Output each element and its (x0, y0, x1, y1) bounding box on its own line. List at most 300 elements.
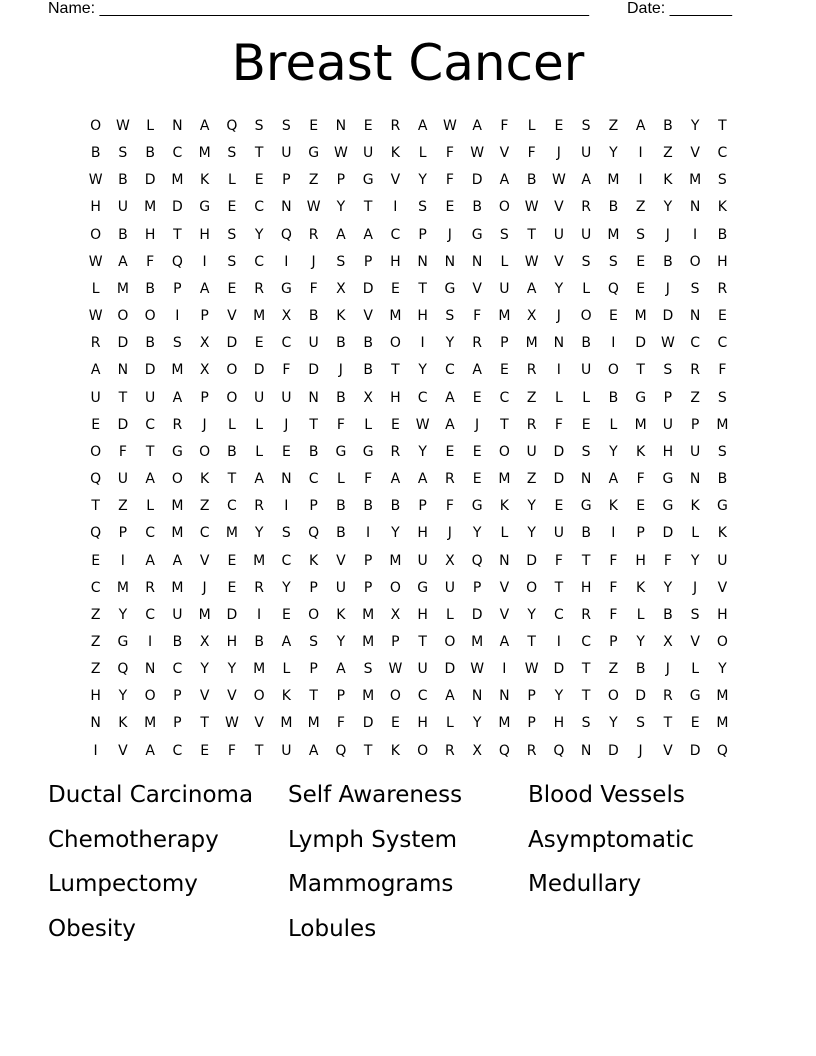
grid-letter: P (472, 579, 482, 596)
grid-letter: V (199, 552, 210, 569)
grid-letter: R (145, 579, 155, 596)
grid-letter: F (500, 118, 509, 134)
grid-letter: L (255, 443, 264, 460)
grid-letter: T (554, 579, 564, 596)
word-list-item: Lobules (288, 915, 377, 942)
grid-letter: E (636, 498, 646, 515)
grid-letter: H (90, 199, 101, 216)
grid-letter: H (717, 253, 728, 270)
grid-letter: K (200, 172, 210, 189)
grid-letter: J (202, 579, 207, 596)
grid-letter: U (499, 280, 510, 297)
grid-letter: A (90, 362, 101, 379)
word-list (48, 778, 768, 956)
grid-letter: G (362, 172, 374, 189)
grid-letter: I (257, 606, 262, 623)
grid-letter: D (362, 715, 374, 732)
grid-letter: A (581, 172, 591, 189)
grid-letter: E (445, 443, 455, 460)
grid-letter: P (200, 389, 209, 406)
grid-letter: M (634, 416, 647, 433)
grid-letter: I (556, 362, 561, 379)
grid-letter: P (363, 552, 373, 569)
grid-letter: R (445, 742, 455, 759)
grid-letter: E (690, 715, 700, 732)
grid-letter: F (718, 362, 727, 379)
grid-letter: K (717, 199, 727, 216)
grid-letter: K (390, 742, 400, 759)
grid-letter: Y (554, 688, 564, 705)
grid-letter: S (281, 118, 291, 134)
grid-letter: E (472, 389, 482, 406)
grid-letter: U (526, 443, 537, 460)
grid-letter: T (145, 443, 155, 460)
grid-letter: G (716, 498, 728, 515)
grid-letter: N (499, 552, 510, 569)
grid-letter: U (363, 145, 374, 162)
grid-letter: T (363, 742, 373, 759)
grid-letter: U (417, 552, 428, 569)
grid-letter: D (635, 335, 647, 352)
grid-letter: T (254, 742, 264, 759)
grid-letter: I (93, 742, 98, 759)
grid-letter: C (172, 661, 183, 678)
grid-letter: M (498, 308, 511, 325)
grid-letter: U (145, 389, 156, 406)
grid-letter: C (581, 633, 592, 650)
grid-letter: W (524, 661, 539, 678)
grid-letter: B (608, 199, 619, 216)
grid-letter: E (636, 280, 646, 297)
grid-letter: B (526, 172, 537, 189)
grid-letter: A (145, 742, 155, 759)
grid-letter: U (581, 145, 592, 162)
grid-letter: V (717, 579, 728, 596)
grid-letter: S (636, 226, 646, 243)
grid-letter: T (173, 226, 182, 243)
grid-letter: A (254, 471, 264, 488)
grid-letter: Y (391, 525, 400, 542)
grid-letter: Z (90, 606, 101, 623)
grid-letter: E (554, 118, 564, 134)
grid-letter: N (281, 199, 292, 216)
grid-letter: N (689, 199, 701, 216)
grid-letter: P (636, 525, 645, 542)
grid-letter: H (226, 633, 238, 650)
grid-letter: O (389, 579, 401, 596)
grid-letter: Y (527, 498, 536, 515)
grid-letter: M (253, 552, 266, 569)
grid-letter: Y (690, 118, 700, 134)
grid-letter: A (472, 118, 482, 134)
grid-letter: J (665, 226, 670, 243)
grid-letter: M (716, 715, 729, 732)
grid-letter: F (636, 471, 645, 488)
grid-letter: L (336, 471, 345, 488)
grid-letter: W (224, 715, 239, 732)
grid-letter: G (471, 498, 483, 515)
grid-letter: Z (608, 661, 619, 678)
grid-letter: M (634, 308, 647, 325)
grid-letter: N (90, 715, 101, 732)
grid-letter: N (417, 253, 428, 270)
grid-letter: T (363, 199, 373, 216)
grid-letter: J (338, 362, 343, 379)
grid-letter: U (581, 362, 592, 379)
grid-letter: N (689, 308, 701, 325)
grid-letter: G (662, 498, 674, 515)
grid-letter: K (200, 471, 210, 488)
page-title: Breast Cancer (231, 34, 585, 92)
grid-letter: U (281, 742, 292, 759)
grid-letter: B (336, 498, 346, 515)
grid-letter: P (200, 308, 209, 325)
grid-letter: A (145, 471, 155, 488)
grid-letter: K (499, 498, 509, 515)
grid-letter: G (308, 145, 320, 162)
grid-letter: D (662, 308, 674, 325)
grid-letter: S (581, 118, 591, 134)
grid-letter: Z (690, 389, 700, 406)
word-search-grid (82, 113, 736, 765)
grid-letter: V (472, 280, 482, 297)
grid-letter: M (362, 688, 375, 705)
grid-letter: T (663, 715, 673, 732)
grid-letter: S (227, 145, 237, 162)
grid-letter: P (309, 498, 318, 515)
grid-letter: P (118, 525, 128, 542)
grid-letter: B (663, 118, 673, 134)
grid-letter: O (526, 579, 538, 596)
grid-letter: C (690, 335, 701, 352)
grid-letter: S (690, 280, 700, 297)
grid-letter: K (336, 308, 346, 325)
grid-letter: F (527, 145, 536, 162)
grid-letter: H (90, 688, 101, 705)
grid-letter: N (471, 253, 483, 270)
grid-letter: L (227, 416, 236, 433)
grid-letter: Z (526, 389, 537, 406)
grid-letter: F (227, 742, 236, 759)
grid-letter: G (417, 579, 429, 596)
grid-letter: U (444, 579, 455, 596)
grid-letter: X (199, 362, 210, 379)
grid-letter: X (663, 633, 673, 650)
grid-letter: S (608, 253, 618, 270)
grid-letter: L (691, 661, 700, 678)
grid-letter: O (444, 633, 456, 650)
word-list-item: Lymph System (288, 826, 457, 853)
grid-letter: E (636, 253, 646, 270)
grid-letter: R (526, 362, 537, 379)
grid-letter: L (691, 525, 700, 542)
grid-letter: Z (308, 172, 319, 189)
grid-letter: C (281, 552, 292, 569)
grid-letter: H (417, 308, 428, 325)
grid-letter: M (198, 145, 211, 162)
grid-letter: R (254, 280, 264, 297)
grid-letter: S (581, 443, 591, 460)
grid-letter: T (309, 416, 318, 433)
grid-letter: O (580, 308, 592, 325)
grid-letter: N (499, 688, 510, 705)
grid-letter: B (390, 498, 401, 515)
grid-letter: E (309, 118, 319, 134)
grid-letter: O (144, 688, 156, 705)
grid-letter: P (363, 579, 373, 596)
grid-letter: H (390, 253, 401, 270)
grid-letter: D (117, 335, 129, 352)
grid-letter: M (144, 715, 157, 732)
grid-letter: B (145, 335, 155, 352)
grid-letter: F (336, 715, 345, 732)
grid-letter: U (690, 443, 701, 460)
grid-letter: Q (607, 280, 619, 297)
grid-letter: S (254, 118, 264, 134)
grid-letter: R (581, 199, 591, 216)
grid-letter: W (524, 199, 539, 216)
grid-letter: H (417, 525, 428, 542)
grid-letter: L (500, 525, 509, 542)
grid-letter: I (120, 552, 125, 569)
grid-letter: Y (118, 688, 128, 705)
grid-letter: K (118, 715, 128, 732)
grid-letter: W (470, 661, 485, 678)
grid-letter: E (281, 443, 291, 460)
grid-letter: V (118, 742, 128, 759)
grid-letter: Z (635, 199, 646, 216)
grid-letter: Y (254, 525, 264, 542)
grid-letter: L (146, 118, 155, 134)
grid-letter: S (581, 253, 591, 270)
grid-letter: L (445, 715, 454, 732)
grid-letter: Z (199, 498, 210, 515)
grid-letter: V (554, 253, 564, 270)
grid-letter: E (472, 443, 482, 460)
grid-letter: R (172, 416, 183, 433)
grid-letter: L (609, 416, 618, 433)
grid-letter: C (145, 606, 156, 623)
grid-letter: A (199, 118, 210, 134)
grid-letter: K (663, 172, 673, 189)
grid-letter: O (144, 308, 156, 325)
grid-letter: G (199, 199, 211, 216)
grid-letter: U (281, 145, 292, 162)
grid-letter: Q (226, 118, 238, 134)
grid-letter: A (635, 118, 646, 134)
grid-letter: N (471, 688, 483, 705)
grid-letter: M (116, 579, 129, 596)
grid-letter: C (717, 145, 728, 162)
grid-letter: S (636, 715, 646, 732)
grid-letter: J (202, 416, 207, 433)
grid-letter: W (88, 253, 103, 270)
grid-letter: C (254, 199, 265, 216)
grid-letter: C (172, 145, 183, 162)
grid-letter: T (91, 498, 100, 515)
grid-letter: F (309, 280, 318, 297)
grid-letter: L (636, 606, 645, 623)
grid-letter: Q (716, 742, 728, 759)
grid-letter: M (198, 606, 211, 623)
grid-letter: F (445, 145, 454, 162)
grid-letter: U (553, 525, 564, 542)
name-field: Name: _______________________________________________________ (48, 0, 589, 17)
grid-letter: K (336, 606, 346, 623)
grid-letter: F (146, 253, 155, 270)
grid-letter: G (635, 389, 647, 406)
grid-letter: D (607, 742, 619, 759)
grid-letter: O (117, 308, 129, 325)
grid-letter: W (470, 145, 485, 162)
grid-letter: U (662, 416, 673, 433)
grid-letter: A (172, 389, 183, 406)
grid-letter: H (390, 389, 401, 406)
grid-letter: B (663, 606, 673, 623)
grid-letter: J (447, 525, 452, 542)
grid-letter: N (308, 389, 319, 406)
grid-letter: S (717, 443, 727, 460)
grid-letter: A (472, 362, 482, 379)
grid-letter: M (498, 715, 511, 732)
grid-letter: K (717, 525, 727, 542)
grid-letter: M (362, 633, 375, 650)
grid-letter: U (117, 199, 128, 216)
grid-letter: D (253, 362, 265, 379)
grid-letter: P (663, 389, 673, 406)
date-field: Date: _______ (627, 0, 732, 17)
grid-letter: N (117, 362, 129, 379)
grid-letter: S (717, 389, 727, 406)
grid-letter: T (500, 416, 509, 433)
grid-letter: N (580, 742, 592, 759)
grid-letter: I (202, 253, 207, 270)
grid-letter: Y (609, 443, 618, 460)
grid-letter: Y (227, 661, 237, 678)
grid-letter: D (689, 742, 701, 759)
grid-letter: P (418, 498, 427, 515)
grid-letter: C (717, 335, 728, 352)
grid-letter: B (308, 308, 319, 325)
grid-letter: V (499, 145, 510, 162)
grid-letter: Q (553, 742, 565, 759)
grid-letter: A (336, 226, 346, 243)
grid-letter: Y (336, 633, 346, 650)
grid-letter: L (554, 389, 563, 406)
grid-letter: C (444, 362, 455, 379)
grid-letter: A (145, 552, 155, 569)
grid-letter: H (662, 443, 674, 460)
grid-letter: Y (609, 715, 618, 732)
grid-letter: M (607, 172, 620, 189)
grid-letter: X (445, 552, 455, 569)
grid-letter: N (144, 661, 156, 678)
grid-letter: K (690, 498, 700, 515)
grid-letter: V (227, 308, 237, 325)
grid-letter: E (91, 416, 101, 433)
grid-letter: W (388, 661, 403, 678)
grid-letter: L (146, 498, 155, 515)
grid-letter: C (145, 525, 156, 542)
grid-letter: S (281, 525, 291, 542)
grid-letter: F (364, 471, 373, 488)
grid-letter: I (148, 633, 153, 650)
grid-letter: H (635, 552, 646, 569)
grid-letter: Y (690, 552, 700, 569)
grid-letter: F (336, 416, 345, 433)
grid-letter: I (393, 199, 398, 216)
grid-letter: B (254, 633, 264, 650)
grid-letter: M (171, 498, 184, 515)
grid-letter: U (254, 389, 265, 406)
grid-letter: R (690, 362, 700, 379)
grid-letter: K (390, 145, 400, 162)
grid-letter: D (226, 335, 238, 352)
grid-letter: A (417, 471, 428, 488)
grid-letter: T (718, 118, 727, 134)
grid-letter: P (418, 226, 427, 243)
grid-letter: Y (718, 661, 727, 678)
grid-letter: C (254, 253, 265, 270)
grid-letter: Y (418, 443, 427, 460)
grid-letter: Y (418, 362, 427, 379)
grid-letter: A (445, 688, 455, 705)
grid-letter: I (502, 661, 507, 678)
grid-letter: I (175, 308, 180, 325)
grid-letter: F (554, 552, 563, 569)
grid-letter: W (306, 199, 321, 216)
grid-letter: M (253, 308, 266, 325)
grid-letter: R (90, 335, 101, 352)
grid-letter: B (717, 471, 728, 488)
grid-letter: J (556, 145, 561, 162)
grid-letter: B (472, 199, 482, 216)
grid-letter: V (199, 688, 210, 705)
grid-letter: H (417, 715, 428, 732)
word-list-item: Ductal Carcinoma (48, 782, 254, 808)
grid-letter: I (556, 633, 561, 650)
grid-letter: F (663, 552, 672, 569)
grid-letter: C (145, 416, 156, 433)
grid-letter: I (693, 226, 698, 243)
grid-letter: U (281, 389, 292, 406)
grid-letter: E (390, 416, 400, 433)
grid-letter: O (226, 389, 238, 406)
grid-letter: X (526, 308, 537, 325)
grid-letter: U (117, 471, 128, 488)
grid-letter: E (390, 280, 400, 297)
grid-letter: R (717, 280, 728, 297)
grid-letter: P (336, 172, 346, 189)
grid-letter: D (117, 416, 129, 433)
grid-letter: G (117, 633, 129, 650)
grid-letter: M (171, 172, 184, 189)
grid-letter: B (308, 443, 319, 460)
grid-letter: P (690, 416, 700, 433)
grid-letter: Z (90, 661, 101, 678)
grid-letter: D (171, 199, 183, 216)
grid-letter: K (281, 688, 291, 705)
grid-letter: G (171, 443, 183, 460)
grid-letter: D (471, 606, 483, 623)
grid-letter: Q (471, 552, 483, 569)
grid-letter: Y (472, 525, 482, 542)
grid-letter: B (118, 226, 128, 243)
grid-letter: F (445, 172, 454, 189)
grid-letter: L (500, 253, 509, 270)
grid-letter: V (390, 172, 401, 189)
word-list-item: Chemotherapy (48, 826, 219, 853)
